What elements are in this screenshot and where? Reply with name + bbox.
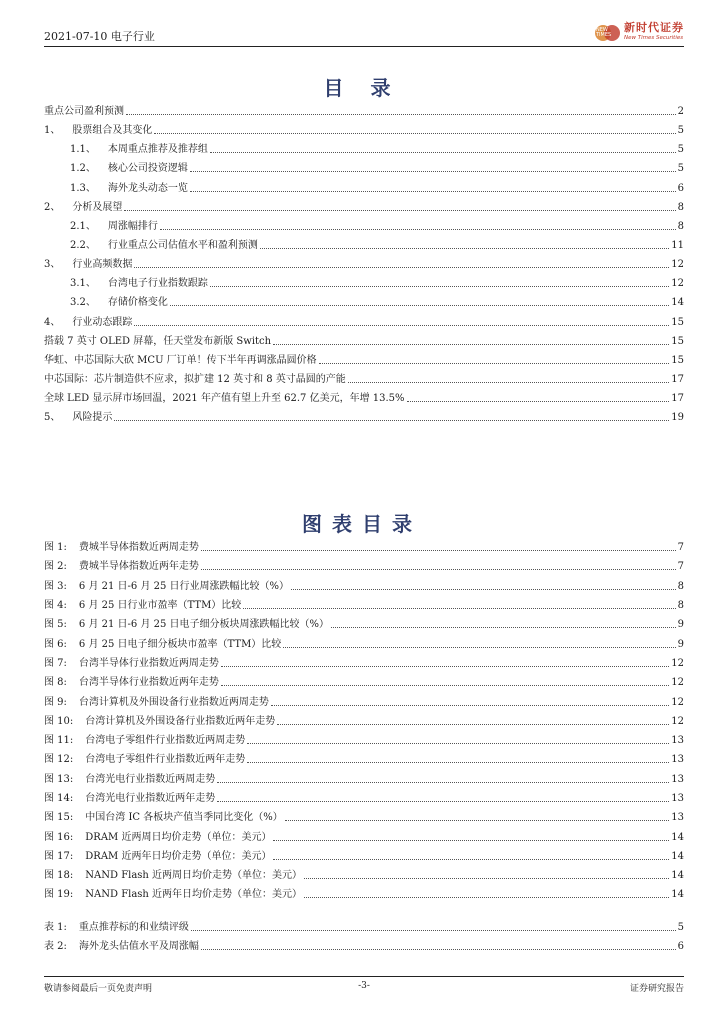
figure-entry-number: 图 10:: [44, 715, 74, 727]
toc-entry-title: 全球 LED 显示屏市场回温，2021 年产值有望上升至 62.7 亿美元，年增 13.5%: [44, 393, 405, 405]
toc-entry[interactable]: [44, 102, 684, 121]
leader-dots: [114, 420, 669, 421]
leader-dots: [243, 608, 675, 609]
page-header: [44, 22, 684, 47]
toc-entry-title: 风险提示: [72, 412, 113, 424]
toc-entry-title: 存储价格变化: [107, 297, 168, 309]
toc-entry[interactable]: [44, 389, 684, 408]
leader-dots: [201, 949, 676, 950]
figure-entry[interactable]: [44, 827, 684, 846]
leader-dots: [210, 152, 676, 153]
figure-entry-number: 图 4:: [44, 600, 67, 612]
toc-entry-page: 8: [677, 201, 684, 213]
figure-entry-number: 图 9:: [44, 696, 67, 708]
leader-dots: [273, 344, 669, 345]
toc-entry[interactable]: [44, 370, 684, 389]
leader-dots: [285, 820, 670, 821]
leader-dots: [221, 685, 669, 686]
figure-entry-title: 台湾计算机及外围设备行业指数近两周走势: [78, 696, 269, 708]
leader-dots: [291, 589, 676, 590]
figure-entry[interactable]: [44, 557, 684, 576]
leader-dots: [154, 133, 675, 134]
figure-entry[interactable]: [44, 654, 684, 673]
toc-entry-number: 3.2、: [70, 297, 96, 309]
figure-entry[interactable]: [44, 731, 684, 750]
toc-entry[interactable]: [44, 159, 684, 178]
toc-entry-number: 3.1、: [70, 278, 96, 290]
table-entry-number: 表 2:: [44, 941, 67, 952]
figure-entry-page: 8: [677, 580, 684, 592]
figure-entry-number: 图 17:: [44, 850, 74, 862]
figure-entry-page: 13: [671, 754, 684, 766]
figure-entry-number: 图 5:: [44, 619, 67, 631]
toc-entry[interactable]: [44, 313, 684, 332]
table-entry[interactable]: [44, 918, 684, 937]
figure-entry-title: DRAM 近两周日均价走势（单位：美元）: [85, 831, 272, 843]
figure-entry-page: 14: [671, 850, 684, 862]
figure-entry[interactable]: [44, 673, 684, 692]
toc-entry-title: 重点公司盈利预测: [44, 106, 124, 118]
figure-entry-title: 台湾电子零组件行业指数近两年走势: [85, 754, 246, 766]
toc-entry-number: 1.2、: [70, 163, 96, 175]
figure-entry-number: 图 18:: [44, 870, 74, 882]
toc-entry-page: 15: [671, 354, 684, 366]
toc-entry-title: 周涨幅排行: [107, 220, 158, 232]
toc-entry-page: 19: [671, 412, 684, 424]
page-footer: [44, 976, 684, 993]
figure-entry-title: 中国台湾 IC 各板块产值当季同比变化（%）: [85, 812, 283, 824]
figures-list: [44, 538, 684, 905]
figure-entry-page: 9: [677, 638, 684, 650]
figure-entry-number: 图 16:: [44, 831, 74, 843]
table-entry-number: 表 1:: [44, 922, 67, 933]
toc-entry-page: 17: [671, 374, 684, 386]
leader-dots: [331, 627, 676, 628]
figure-entry[interactable]: [44, 885, 684, 904]
leader-dots: [247, 743, 669, 744]
toc-entry[interactable]: [44, 179, 684, 198]
figure-entry-title: 台湾计算机及外围设备行业指数近两年走势: [85, 715, 276, 727]
figure-entry-page: 14: [671, 889, 684, 901]
leader-dots: [348, 382, 669, 383]
logo-english-name: New Times Securities: [624, 35, 684, 41]
toc-entry[interactable]: [44, 293, 684, 312]
toc-entry-number: 3、: [44, 259, 61, 271]
figure-entry-number: 图 19:: [44, 889, 74, 901]
leader-dots: [126, 114, 676, 115]
figure-entry-page: 13: [671, 735, 684, 747]
figure-entry-number: 图 1:: [44, 542, 67, 554]
toc-entry-page: 6: [677, 182, 684, 194]
figure-entry[interactable]: [44, 596, 684, 615]
figure-entry-title: 费城半导体指数近两年走势: [78, 561, 199, 573]
figure-entry-title: DRAM 近两年日均价走势（单位：美元）: [85, 850, 272, 862]
leader-dots: [319, 363, 670, 364]
toc-entry-title: 行业动态跟踪: [72, 316, 133, 328]
leader-dots: [271, 705, 669, 706]
figure-entry-number: 图 15:: [44, 812, 74, 824]
footer-disclaimer: 敬请参阅最后一页免责声明: [44, 984, 153, 994]
figure-entry-page: 8: [677, 600, 684, 612]
figure-entry-title: NAND Flash 近两年日均价走势（单位：美元）: [85, 889, 303, 901]
toc-entry-number: 2.2、: [70, 240, 96, 252]
figure-entry-title: 台湾光电行业指数近两周走势: [85, 773, 216, 785]
figure-entry-title: 台湾电子零组件行业指数近两周走势: [85, 735, 246, 747]
figure-entry-page: 13: [671, 812, 684, 824]
company-logo: [595, 22, 684, 44]
toc-entry-page: 15: [671, 335, 684, 347]
toc-entry-number: 2.1、: [70, 220, 96, 232]
figure-entry-number: 图 11:: [44, 735, 74, 747]
figure-entry-title: 6 月 25 日行业市盈率（TTM）比较: [78, 600, 242, 612]
tables-list: [44, 918, 684, 956]
figure-entry-number: 图 12:: [44, 754, 74, 766]
leader-dots: [190, 191, 676, 192]
figure-entry-page: 12: [671, 677, 684, 689]
figure-entry-title: 台湾半导体行业指数近两年走势: [78, 677, 219, 689]
toc-entry[interactable]: [44, 198, 684, 217]
figure-entry-title: 台湾半导体行业指数近两周走势: [78, 657, 219, 669]
figure-entry-page: 12: [671, 715, 684, 727]
figure-entry-number: 图 3:: [44, 580, 67, 592]
toc-entry-title: 搭载 7 英寸 OLED 屏幕，任天堂发布新版 Switch: [44, 335, 272, 347]
toc-entry-page: 15: [671, 316, 684, 328]
leader-dots: [277, 724, 669, 725]
figure-entry-title: 费城半导体指数近两周走势: [78, 542, 199, 554]
leader-dots: [160, 229, 676, 230]
toc-entry[interactable]: [44, 236, 684, 255]
table-of-contents: [44, 102, 684, 427]
figure-entry-number: 图 6:: [44, 638, 67, 650]
leader-dots: [170, 305, 669, 306]
page-number: -3-: [358, 981, 370, 991]
figure-entry-number: 图 7:: [44, 657, 67, 669]
toc-title: 目 录: [323, 76, 401, 100]
toc-entry-page: 14: [671, 297, 684, 309]
table-entry-title: 重点推荐标的和业绩评级: [78, 922, 189, 933]
toc-entry[interactable]: [44, 121, 684, 140]
table-entry-page: 5: [677, 922, 684, 933]
figure-entry-page: 7: [677, 561, 684, 573]
table-entry[interactable]: [44, 937, 684, 956]
toc-entry-number: 5、: [44, 412, 61, 424]
toc-entry-title: 本周重点推荐及推荐组: [107, 144, 208, 156]
leader-dots: [210, 286, 669, 287]
figure-entry[interactable]: [44, 866, 684, 885]
figure-entry[interactable]: [44, 808, 684, 827]
toc-entry[interactable]: [44, 332, 684, 351]
figure-entry[interactable]: [44, 634, 684, 653]
toc-entry-page: 11: [671, 240, 684, 252]
toc-entry[interactable]: [44, 255, 684, 274]
toc-entry-page: 17: [671, 393, 684, 405]
leader-dots: [260, 248, 669, 249]
figure-entry-title: 6 月 21 日-6 月 25 日行业周涨跌幅比较（%）: [78, 580, 290, 592]
figure-entry-page: 7: [677, 542, 684, 554]
figure-entry-page: 14: [671, 870, 684, 882]
toc-entry-page: 5: [677, 125, 684, 137]
toc-entry[interactable]: [44, 140, 684, 159]
toc-entry-title: 行业重点公司估值水平和盈利预测: [107, 240, 258, 252]
toc-entry-title: 分析及展望: [72, 201, 123, 213]
figure-entry-page: 13: [671, 773, 684, 785]
figure-entry-number: 图 2:: [44, 561, 67, 573]
leader-dots: [134, 267, 669, 268]
leader-dots: [247, 762, 669, 763]
leader-dots: [217, 801, 669, 802]
toc-entry-page: 2: [677, 106, 684, 118]
figure-entry[interactable]: [44, 847, 684, 866]
figure-entry-title: 6 月 25 日电子细分板块市盈率（TTM）比较: [78, 638, 282, 650]
toc-entry-page: 5: [677, 144, 684, 156]
table-entry-title: 海外龙头估值水平及周涨幅: [78, 941, 199, 952]
toc-entry[interactable]: [44, 351, 684, 370]
leader-dots: [283, 647, 675, 648]
toc-entry[interactable]: [44, 274, 684, 293]
footer-report-type: 证券研究报告: [629, 984, 684, 994]
toc-entry-number: 1、: [44, 125, 61, 137]
toc-entry-title: 股票组合及其变化: [72, 125, 153, 137]
figure-entry-title: 台湾光电行业指数近两年走势: [85, 793, 216, 804]
leader-dots: [190, 171, 676, 172]
figure-entry[interactable]: [44, 750, 684, 769]
table-entry-page: 6: [677, 941, 684, 952]
toc-entry-title: 中芯国际：芯片制造供不应求，拟扩建 12 英寸和 8 英寸晶圆的产能: [44, 374, 346, 386]
toc-entry-title: 海外龙头动态一览: [107, 182, 188, 194]
leader-dots: [124, 210, 675, 211]
toc-entry-page: 12: [671, 278, 684, 290]
figure-entry[interactable]: [44, 789, 684, 808]
leader-dots: [191, 930, 676, 931]
leader-dots: [304, 897, 669, 898]
figure-entry[interactable]: [44, 615, 684, 634]
toc-entry-number: 2、: [44, 201, 61, 213]
figure-entry-page: 14: [671, 831, 684, 843]
toc-entry-title: 核心公司投资逻辑: [107, 163, 188, 175]
figure-entry-page: 12: [671, 696, 684, 708]
figure-entry-number: 图 13:: [44, 773, 74, 785]
toc-entry-title: 华虹、中芯国际大砍 MCU 厂订单！传下半年再调涨晶圆价格: [44, 354, 317, 366]
figure-entry[interactable]: [44, 538, 684, 557]
figure-entry-page: 9: [677, 619, 684, 631]
toc-entry-number: 1.1、: [70, 144, 96, 156]
figure-entry-title: NAND Flash 近两周日均价走势（单位：美元）: [85, 870, 303, 882]
figure-entry[interactable]: [44, 712, 684, 731]
leader-dots: [304, 878, 669, 879]
toc-entry-page: 8: [677, 220, 684, 232]
logo-chinese-name: 新时代证券: [624, 21, 684, 34]
toc-entry-page: 5: [677, 163, 684, 175]
toc-entry-title: 行业高频数据: [72, 259, 133, 271]
leader-dots: [201, 569, 676, 570]
leader-dots: [221, 666, 669, 667]
toc-entry-number: 1.3、: [70, 182, 96, 194]
figure-entry-page: 12: [671, 657, 684, 669]
figures-toc-title: 图表目录: [302, 512, 422, 536]
toc-entry[interactable]: [44, 217, 684, 236]
figure-entry-number: 图 14:: [44, 793, 74, 804]
toc-entry-number: 4、: [44, 316, 61, 328]
toc-entry-title: 台湾电子行业指数跟踪: [107, 278, 208, 290]
leader-dots: [134, 325, 669, 326]
toc-entry[interactable]: [44, 408, 684, 427]
figure-entry[interactable]: [44, 770, 684, 789]
figure-entry[interactable]: [44, 577, 684, 596]
logo-mark-icon: NEW TIMES: [595, 23, 621, 43]
header-date-industry: 2021-07-10 电子行业: [44, 30, 155, 43]
figure-entry-page: 13: [671, 793, 684, 804]
leader-dots: [273, 859, 669, 860]
leader-dots: [201, 550, 676, 551]
figure-entry[interactable]: [44, 692, 684, 711]
leader-dots: [407, 401, 670, 402]
toc-entry-page: 12: [671, 259, 684, 271]
figure-entry-title: 6 月 21 日-6 月 25 日电子细分板块周涨跌幅比较（%）: [78, 619, 330, 631]
figure-entry-number: 图 8:: [44, 677, 67, 689]
leader-dots: [217, 782, 669, 783]
leader-dots: [273, 840, 669, 841]
